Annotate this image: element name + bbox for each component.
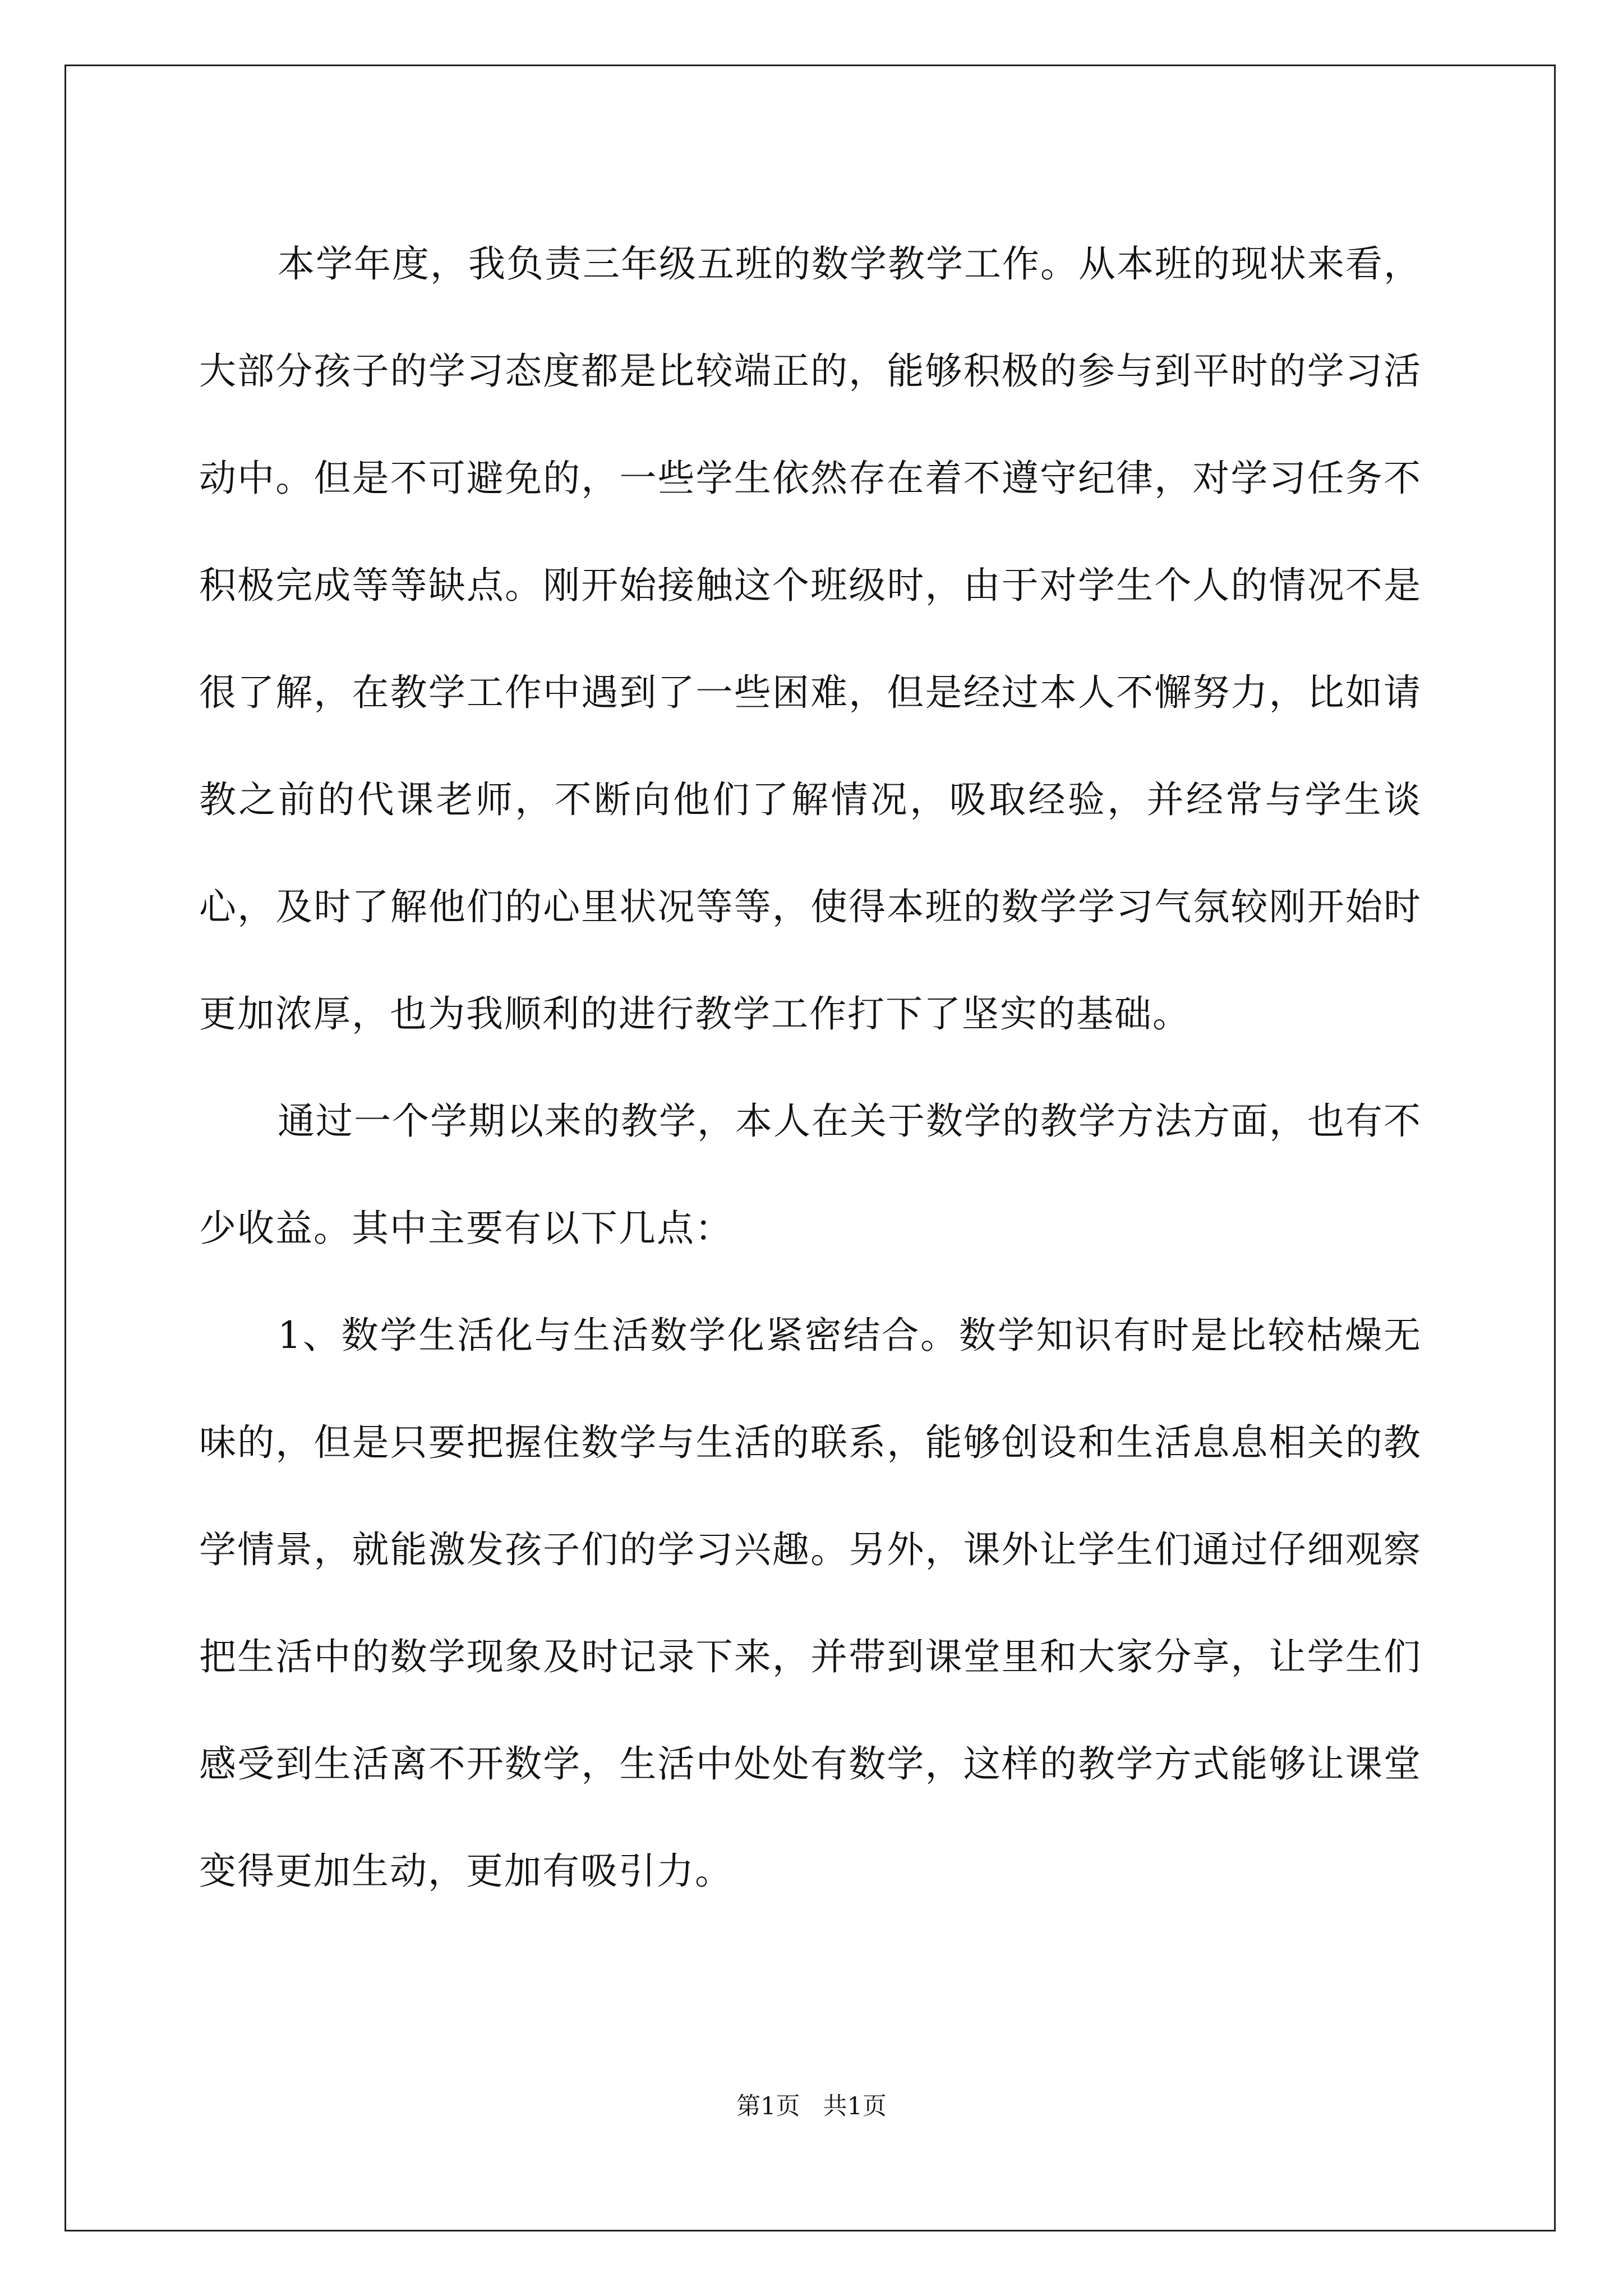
page-number: 第1页	[736, 2092, 800, 2120]
paragraph-2: 通过一个学期以来的教学，本人在关于数学的教学方法方面，也有不少收益。其中主要有以下几点：	[199, 1099, 1422, 1250]
page-footer	[0, 2090, 1623, 2123]
document-body	[199, 210, 1422, 1925]
paragraph-3: 1、数学生活化与生活数学化紧密结合。数学知识有时是比较枯燥无味的，但是只要把握住数学与生活的联系，能够创设和生活息息相关的教学情景，就能激发孩子们的学习兴趣。另外，课外让学生们通过仔细观察把生活中的数学现象及时记录下来，并带到课堂里和大家分享，让学生们感受到生活离不开数学，生活中处处有数学，这样的教学方式能够让课堂变得更加生动，更加有吸引力。	[199, 1314, 1422, 1893]
paragraph-1: 本学年度，我负责三年级五班的数学教学工作。从本班的现状来看，大部分孩子的学习态度都是比较端正的，能够积极的参与到平时的学习活动中。但是不可避免的，一些学生依然存在着不遵守纪律，对学习任务不积极完成等等缺点。刚开始接触这个班级时，由于对学生个人的情况不是很了解，在教学工作中遇到了一些困难，但是经过本人不懈努力，比如请教之前的代课老师，不断向他们了解情况，吸取经验，并经常与学生谈心，及时了解他们的心里状况等等，使得本班的数学学习气氛较刚开始时更加浓厚，也为我顺利的进行教学工作打下了坚实的基础。	[199, 242, 1422, 1036]
page-total: 共1页	[823, 2092, 887, 2120]
